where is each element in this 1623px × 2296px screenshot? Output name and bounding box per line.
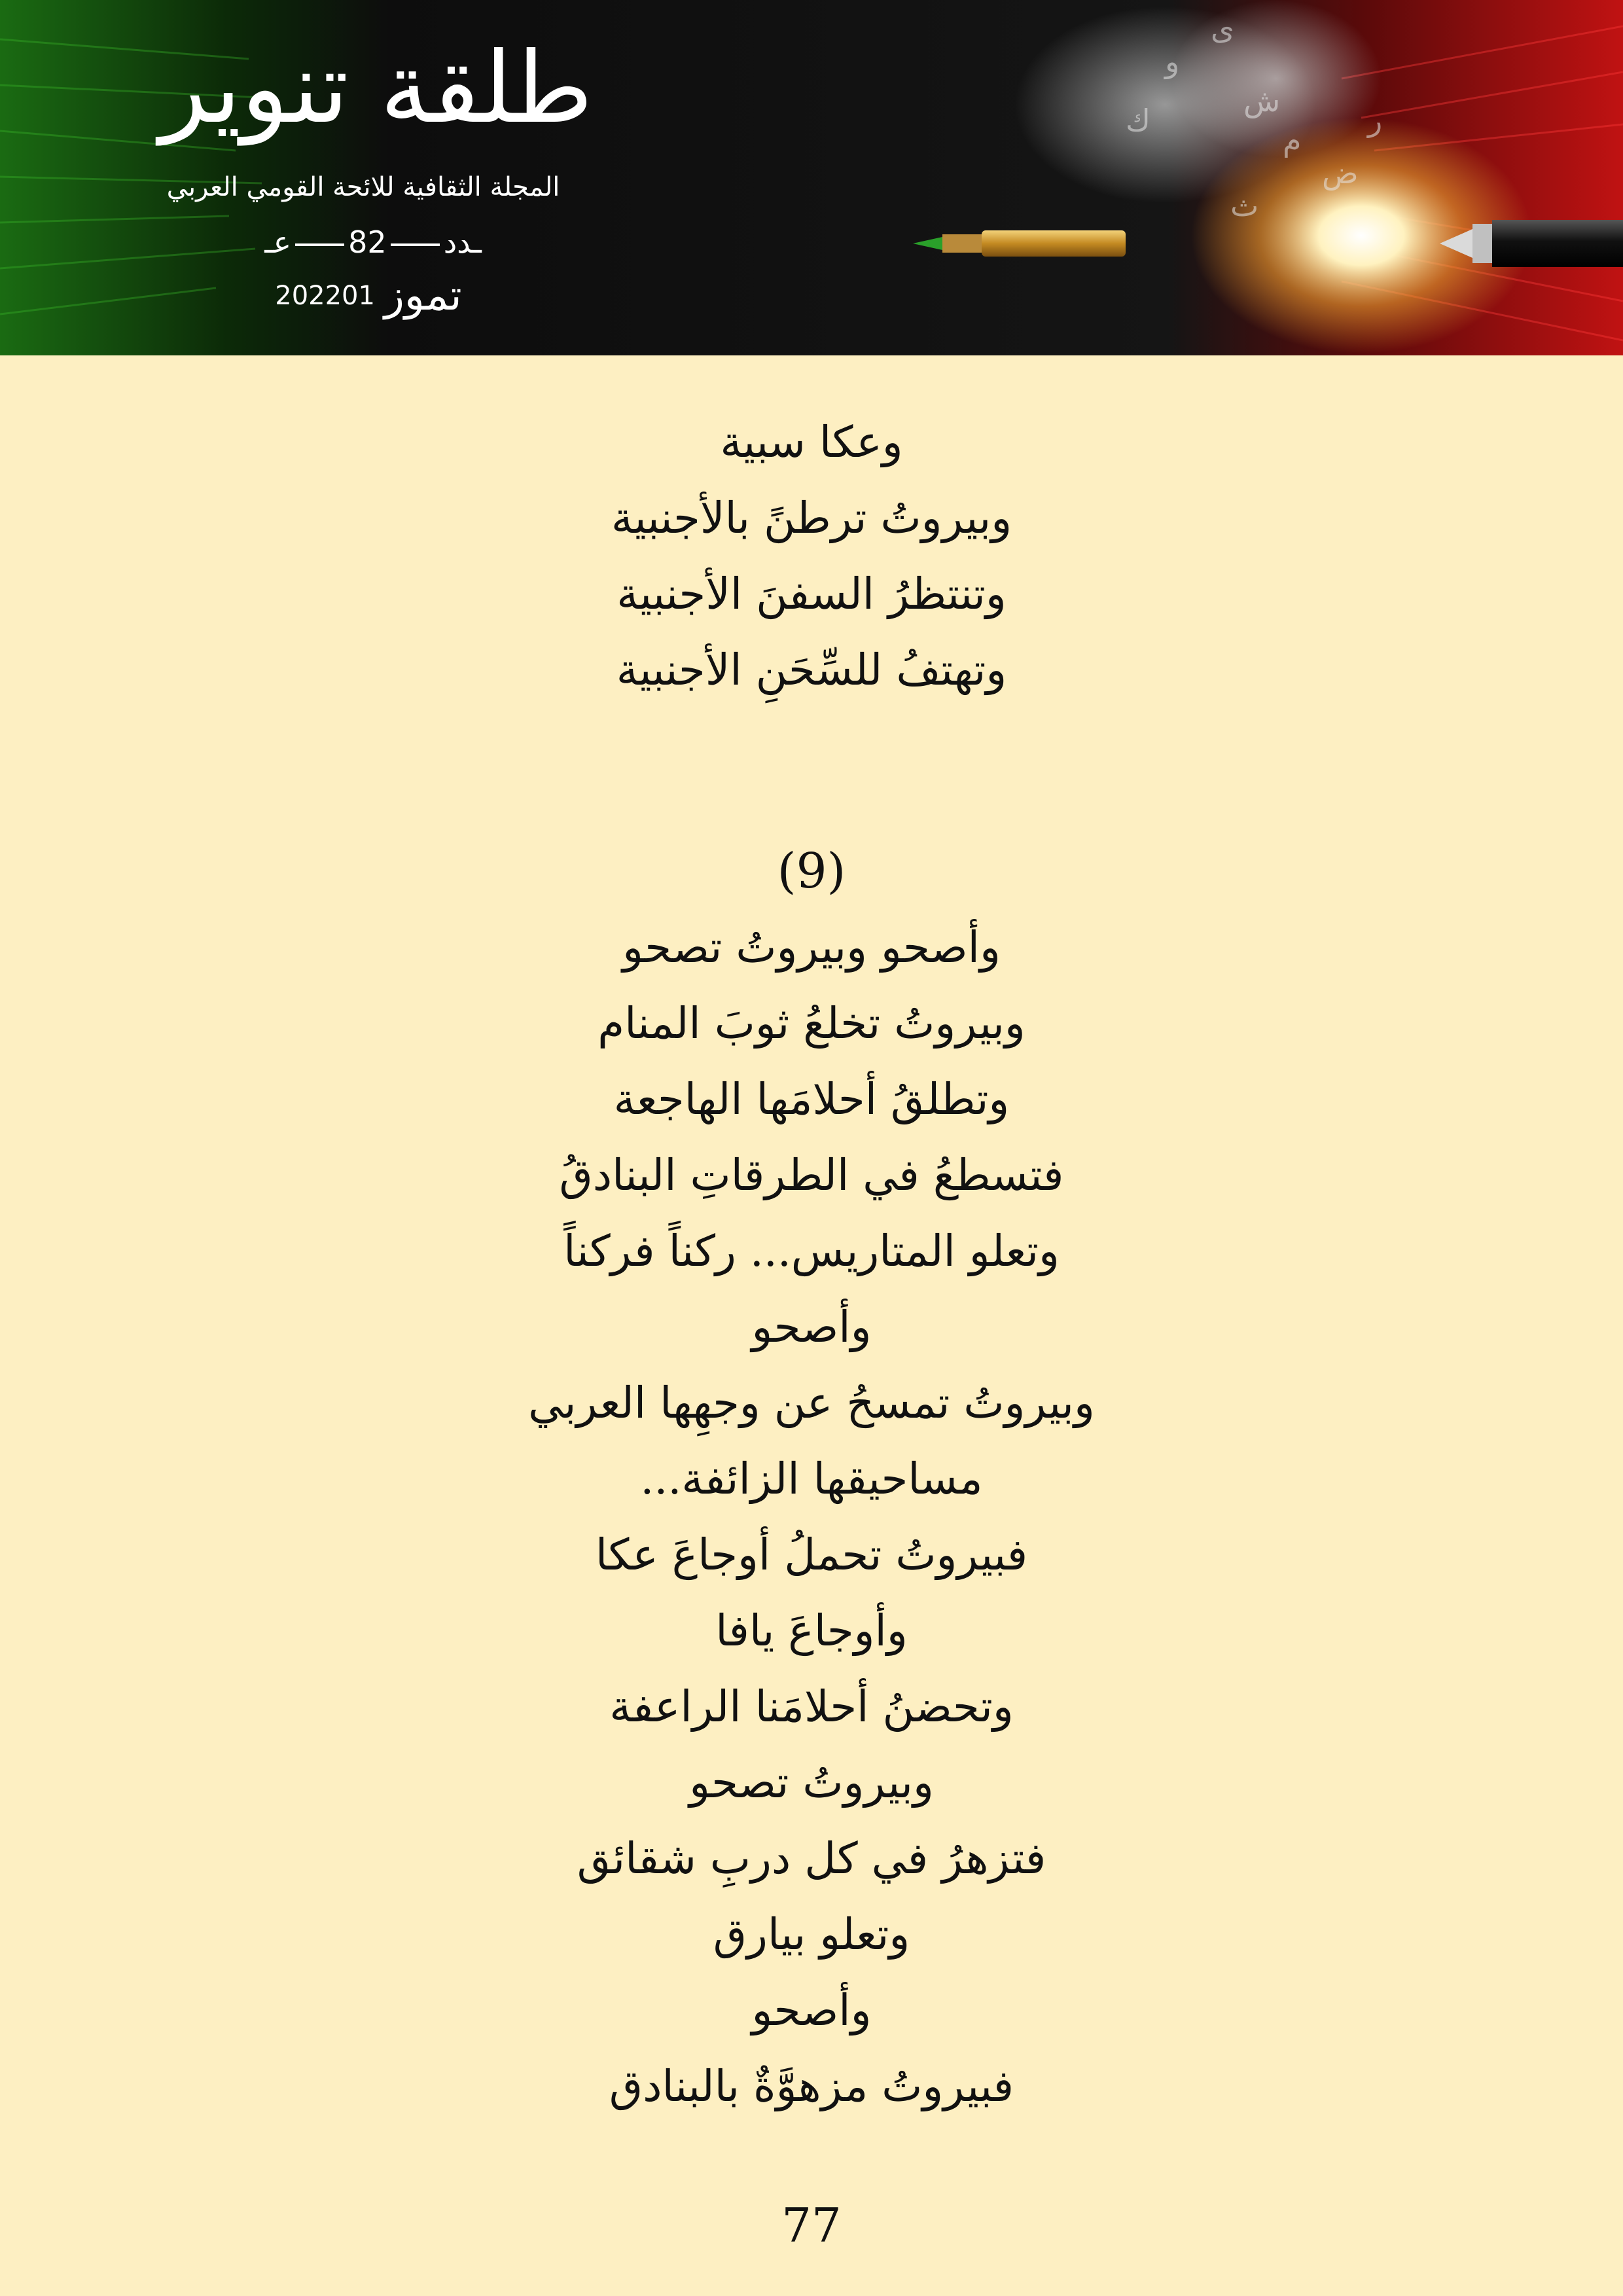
poem-line: وأوجاعَ يافا — [715, 1605, 908, 1656]
poem-line: وتطلقُ أحلامَها الهاجعة — [613, 1074, 1010, 1124]
date-year: 2022 — [275, 281, 342, 311]
svg-text:و: و — [1165, 44, 1180, 79]
bullet-icon — [913, 230, 1126, 257]
poem-line: وأصحو — [751, 1985, 872, 2036]
issue-label-start: ـدد — [443, 224, 482, 260]
magazine-subtitle: المجلة الثقافية للائحة القومي العربي — [166, 172, 560, 202]
poem-line: فبيروتُ تحملُ أوجاعَ عكا — [595, 1530, 1028, 1580]
poem-line: وتحضنُ أحلامَنا الراعفة — [609, 1681, 1014, 1732]
svg-text:ض: ض — [1322, 155, 1359, 190]
poem-line: فبيروتُ مزهوَّةٌ بالبنادق — [609, 2061, 1014, 2111]
poem-line: فتسطعُ في الطرقاتِ البنادقُ — [559, 1150, 1064, 1200]
magazine-title: طلقة تنوير — [159, 31, 594, 145]
svg-text:ر: ر — [1368, 103, 1383, 138]
issue-date — [262, 272, 484, 324]
poem-line: وبيروتُ تصحو — [689, 1757, 934, 1808]
svg-text:ث: ث — [1230, 188, 1259, 223]
poem-line: فتزهرُ في كل دربِ شقائق — [577, 1833, 1046, 1884]
svg-text:ك: ك — [1126, 103, 1150, 138]
date-day: 01 — [342, 281, 375, 311]
poem-line: وتهتفُ للسِّحَنِ الأجنبية — [616, 645, 1007, 695]
poem-line: وبيروتُ تخلعُ ثوبَ المنام — [597, 998, 1026, 1049]
svg-text:ش: ش — [1243, 83, 1281, 118]
poem-line: وأصحو — [751, 1302, 872, 1352]
poem-line: وتنتظرُ السفنَ الأجنبية — [616, 569, 1007, 619]
date-month: تموز — [383, 272, 462, 320]
poem-stanza-9 — [0, 910, 1623, 2125]
issue-number-value: 82 — [348, 224, 387, 260]
poem-line: وتعلو بيارق — [713, 1909, 910, 1960]
issue-label-end: عـ — [264, 224, 292, 260]
poem-line: وبيروتُ ترطنً بالأجنبية — [611, 493, 1012, 543]
svg-text:م: م — [1283, 122, 1302, 158]
poem-line: مساحيقها الزائفة... — [640, 1454, 983, 1504]
poem-section-number: (9) — [777, 843, 846, 899]
magazine-header-banner — [0, 0, 1623, 355]
poem-stanza-top — [0, 404, 1623, 708]
poem-line: وأصحو وبيروتُ تصحو — [622, 922, 1001, 973]
poem-line: وعكا سبية — [720, 417, 903, 467]
issue-number — [262, 219, 484, 265]
poem-line: وبيروتُ تمسحُ عن وجهِها العربي — [528, 1378, 1095, 1428]
svg-text:ى: ى — [1211, 11, 1235, 46]
poem-line: وتعلو المتاريس... ركناً فركناً — [563, 1226, 1060, 1276]
page-number: 77 — [781, 2198, 842, 2253]
